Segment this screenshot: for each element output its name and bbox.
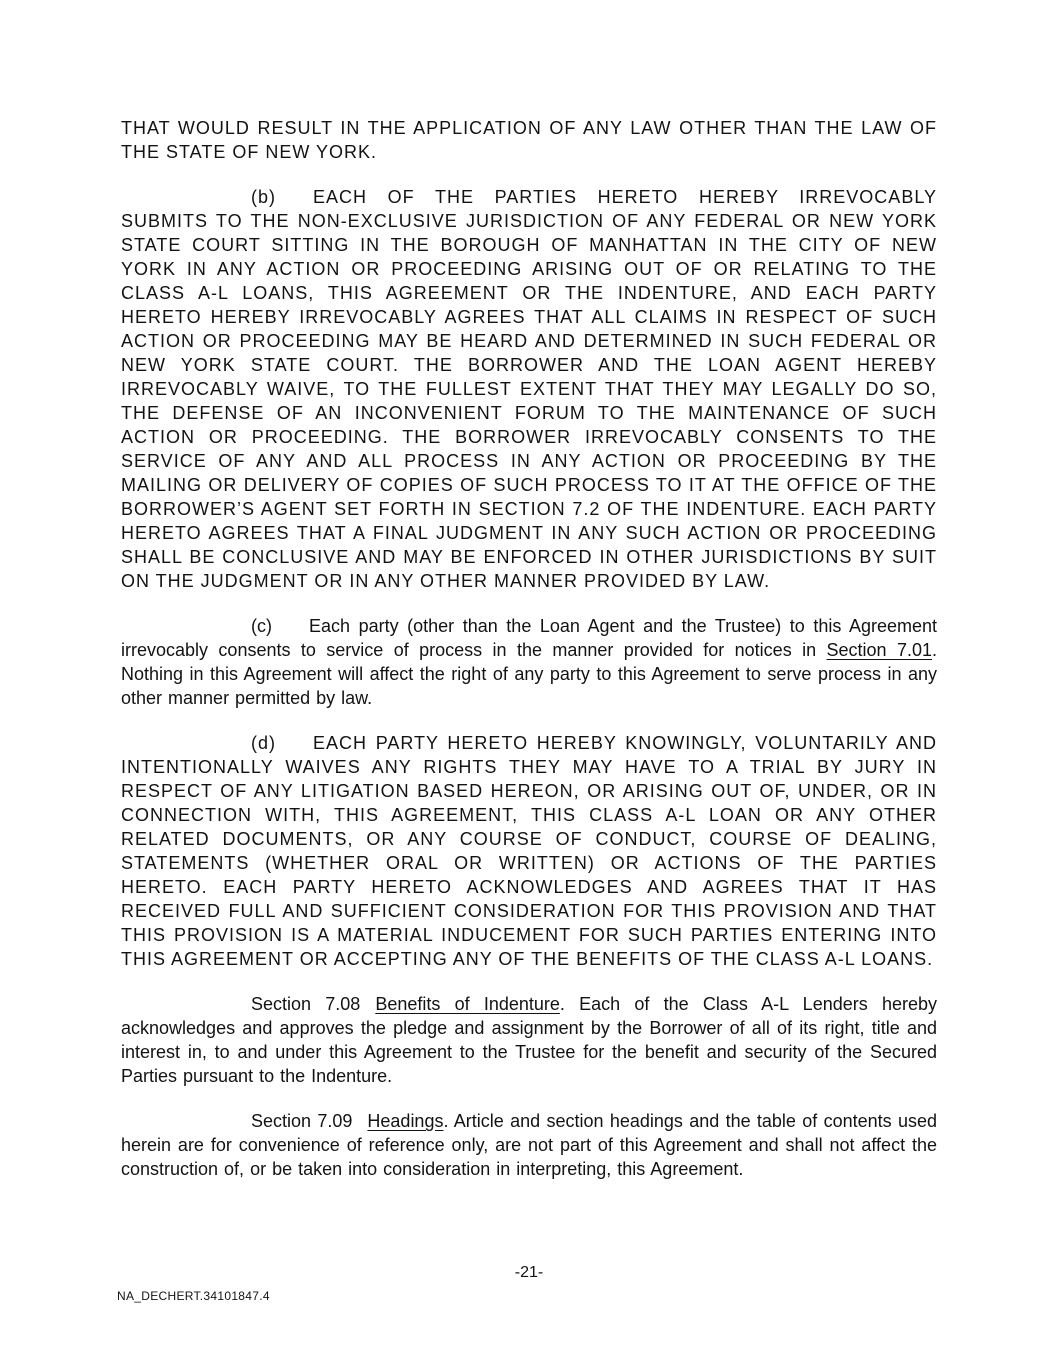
section-7-08-text: . Each of the Class A-L Lenders hereby acknowledges and approves the pledge and assignment by the Borrower of all of its right, title and interest in, to and under this Agreement to the Trustee for the benefit and security of the Secured Parties pursuant to the Indenture.: [121, 994, 938, 1086]
section-7-09-heading: Headings: [367, 1111, 444, 1131]
section-7-09-number: Section 7.09: [251, 1111, 353, 1131]
paragraph-section-7-08: [121, 992, 937, 1088]
section-7-08-heading: Benefits of Indenture: [375, 994, 560, 1014]
paragraph-b: [121, 185, 937, 593]
section-7-08-number: Section 7.08: [251, 994, 361, 1014]
section-7-01-reference: Section 7.01: [826, 640, 932, 660]
page-number: -21-: [514, 1264, 544, 1281]
paragraph-intro-text: THAT WOULD RESULT IN THE APPLICATION OF ANY LAW OTHER THAN THE LAW OF THE STATE OF NEW YORK.: [121, 118, 937, 162]
paragraph-d-text: EACH PARTY HERETO HEREBY KNOWINGLY, VOLUNTARILY AND INTENTIONALLY WAIVES ANY RIGHTS THEY MAY HAVE TO A TRIAL BY JURY IN RESPECT OF ANY LITIGATION BASED HEREON, OR ARISING OUT OF, UNDER, OR IN CONNECTION WITH, THIS AGREEMENT, THIS CLASS A-L LOAN OR ANY OTHER RELATED DOCUMENTS, OR ANY COURSE OF CONDUCT, COURSE OF DEALING, STATEMENTS (WHETHER ORAL OR WRITTEN) OR ACTIONS OF THE PARTIES HERETO. EACH PARTY HERETO ACKNOWLEDGES AND AGREES THAT IT HAS RECEIVED FULL AND SUFFICIENT CONSIDERATION FOR THIS PROVISION AND THAT THIS PROVISION IS A MATERIAL INDUCEMENT FOR SUCH PARTIES ENTERING INTO THIS AGREEMENT OR ACCEPTING ANY OF THE BENEFITS OF THE CLASS A-L LOANS.: [121, 733, 937, 969]
paragraph-c: [121, 614, 937, 710]
document-id: NA_DECHERT.34101847.4: [117, 1289, 270, 1303]
paragraph-section-7-09: [121, 1109, 937, 1181]
paragraph-c-text-before: Each party (other than the Loan Agent and the Trustee) to this Agreement irrevocably consents to service of process in the manner provided for notices in: [121, 616, 937, 660]
paragraph-intro: [121, 116, 937, 164]
paragraph-d-label: (d): [251, 733, 276, 753]
document-body: [121, 116, 937, 1181]
section-7-09-text: . Article and section headings and the table of contents used herein are for convenience of reference only, are not part of this Agreement and shall not affect the construction of, or be taken into consideration in interpreting, this Agreement.: [121, 1111, 937, 1179]
paragraph-c-text-after: . Nothing in this Agreement will affect the right of any party to this Agreement to serve process in any other manner permitted by law.: [121, 640, 938, 708]
paragraph-b-label: (b): [251, 187, 276, 207]
paragraph-d: [121, 731, 937, 971]
paragraph-b-text: EACH OF THE PARTIES HERETO HEREBY IRREVOCABLY SUBMITS TO THE NON-EXCLUSIVE JURISDICTION OF ANY FEDERAL OR NEW YORK STATE COURT SITTING IN THE BOROUGH OF MANHATTAN IN THE CITY OF NEW YORK IN ANY ACTION OR PROCEEDING ARISING OUT OF OR RELATING TO THE CLASS A-L LOANS, THIS AGREEMENT OR THE INDENTURE, AND EACH PARTY HERETO HEREBY IRREVOCABLY AGREES THAT ALL CLAIMS IN RESPECT OF SUCH ACTION OR PROCEEDING MAY BE HEARD AND DETERMINED IN SUCH FEDERAL OR NEW YORK STATE COURT. THE BORROWER AND THE LOAN AGENT HEREBY IRREVOCABLY WAIVE, TO THE FULLEST EXTENT THAT THEY MAY LEGALLY DO SO, THE DEFENSE OF AN INCONVENIENT FORUM TO THE MAINTENANCE OF SUCH ACTION OR PROCEEDING. THE BORROWER IRREVOCABLY CONSENTS TO THE SERVICE OF ANY AND ALL PROCESS IN ANY ACTION OR PROCEEDING BY THE MAILING OR DELIVERY OF COPIES OF SUCH PROCESS TO IT AT THE OFFICE OF THE BORROWER’S AGENT SET FORTH IN SECTION 7.2 OF THE INDENTURE. EACH PARTY HERETO AGREES THAT A FINAL JUDGMENT IN ANY SUCH ACTION OR PROCEEDING SHALL BE CONCLUSIVE AND MAY BE ENFORCED IN OTHER JURISDICTIONS BY SUIT ON THE JUDGMENT OR IN ANY OTHER MANNER PROVIDED BY LAW.: [121, 187, 937, 591]
paragraph-c-label: (c): [251, 616, 272, 636]
